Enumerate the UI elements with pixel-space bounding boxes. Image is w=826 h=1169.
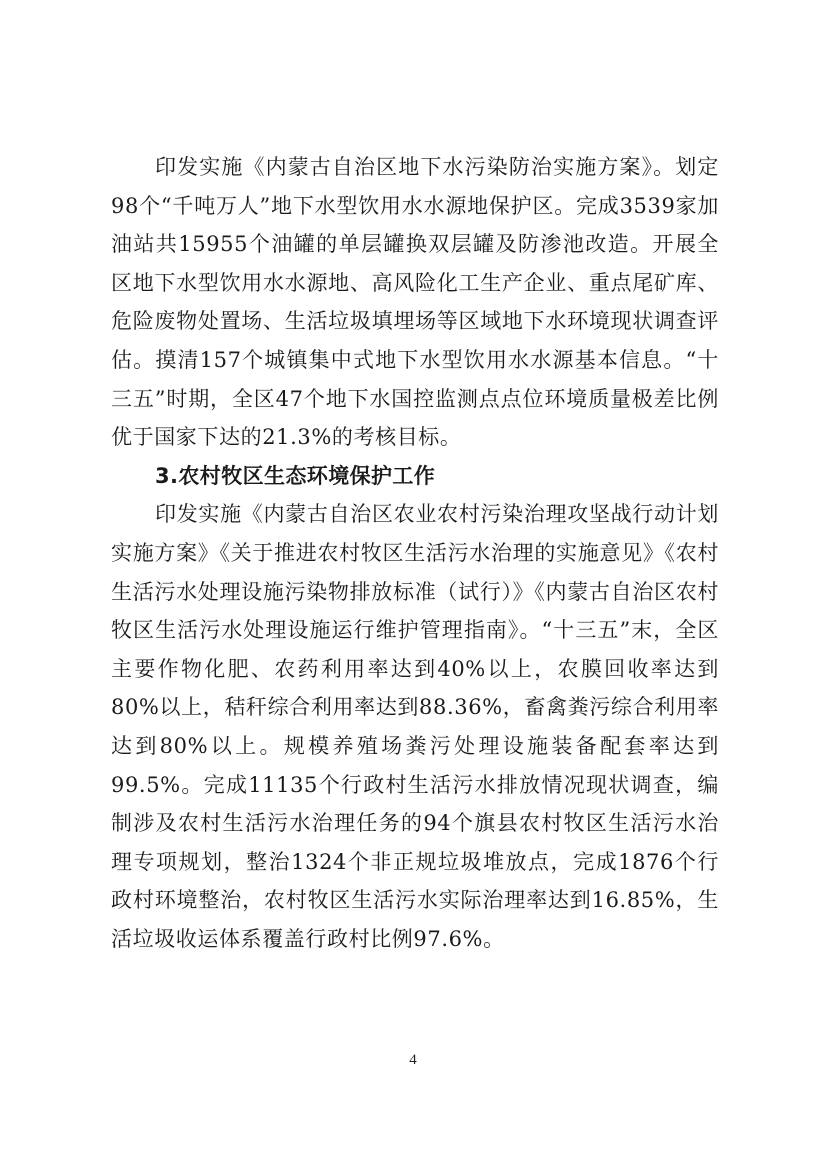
section-heading-rural-ecology: 3.农村牧区生态环境保护工作 <box>155 463 436 488</box>
page-number: 4 <box>409 1052 417 1068</box>
document-page-body <box>111 148 719 958</box>
paragraph-groundwater-pollution: 印发实施《内蒙古自治区地下水污染防治实施方案》。划定98个“千吨万人”地下水型饮用水水源地保护区。完成3539家加油站共15955个油罐的单层罐换双层罐及防渗池改造。开展全区地下水型饮用水水源地、高风险化工生产企业、重点尾矿库、危险废物处置场、生活垃圾填埋场等区域地下水环境现状调查评估。摸清157个城镇集中式地下水型饮用水水源基本信息。“十三五”时期，全区47个地下水国控监测点点位环境质量极差比例优于国家下达的21.3%的考核目标。 <box>111 155 719 450</box>
paragraph-rural-environment: 印发实施《内蒙古自治区农业农村污染治理攻坚战行动计划实施方案》《关于推进农村牧区生活污水治理的实施意见》《农村生活污水处理设施污染物排放标准（试行）》《内蒙古自治区农村牧区生活污水处理设施运行维护管理指南》。“十三五”末，全区主要作物化肥、农药利用率达到40%以上，农膜回收率达到80%以上，秸秆综合利用率达到88.36%，畜禽粪污综合利用率达到80%以上。规模养殖场粪污处理设施装备配套率达到99.5%。完成11135个行政村生活污水排放情况现状调查，编制涉及农村生活污水治理任务的94个旗县农村牧区生活污水治理专项规划，整治1324个非正规垃圾堆放点，完成1876个行政村环境整治，农村牧区生活污水实际治理率达到16.85%，生活垃圾收运体系覆盖行政村比例97.6%。 <box>111 502 719 951</box>
